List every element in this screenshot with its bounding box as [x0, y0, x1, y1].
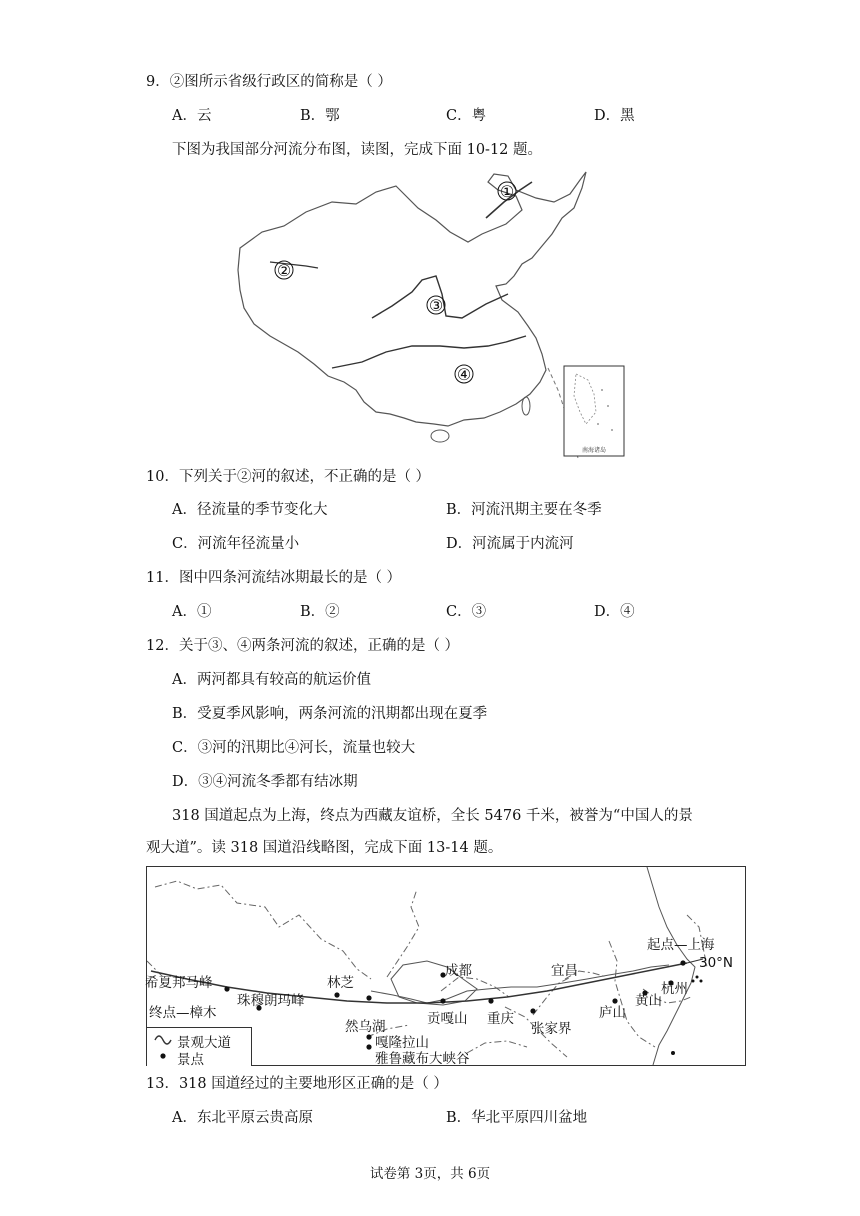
- label-zhangjiajie: 张家界: [531, 1021, 572, 1037]
- q9-option-b: B．鄂: [300, 108, 340, 124]
- label-end-zhangmu: 终点—樟木: [149, 1005, 217, 1021]
- question-9-stem: 9．②图所示省级行政区的简称是（ ）: [146, 74, 392, 90]
- label-hangzhou: 杭州: [661, 981, 688, 997]
- china-map-figure: [236, 168, 628, 462]
- question-10-stem: 10．下列关于②河的叙述，不正确的是（ ）: [146, 469, 431, 485]
- page-footer: 试卷第 3页，共 6页: [369, 1166, 491, 1182]
- intro-13-14-line2: 观大道”。读 318 国道沿线略图，完成下面 13-14 题。: [146, 840, 503, 856]
- q9-option-a: A．云: [172, 108, 212, 124]
- label-gonggashan: 贡嘎山: [427, 1011, 468, 1027]
- q11-option-c: C．③: [446, 604, 487, 620]
- label-zhumulangma: 珠穆朗玛峰: [237, 993, 305, 1009]
- question-11-stem: 11．图中四条河流结冰期最长的是（ ）: [146, 570, 402, 586]
- china-river-map: [236, 168, 628, 462]
- q13-option-a: A．东北平原云贵高原: [172, 1110, 313, 1126]
- map-marker-1: ①: [499, 182, 515, 201]
- label-huangshan: 黄山: [635, 993, 662, 1009]
- question-13-stem: 13．318 国道经过的主要地形区正确的是（ ）: [146, 1076, 448, 1092]
- label-yichang: 宜昌: [551, 963, 578, 979]
- label-galongla: 嘎隆拉山: [375, 1035, 429, 1051]
- route-318-map: [146, 866, 746, 1066]
- map-marker-4: ④: [456, 365, 472, 384]
- q12-option-c: C．③河的汛期比④河长，流量也较大: [172, 740, 416, 756]
- q13-option-b: B．华北平原四川盆地: [446, 1110, 588, 1126]
- intro-10-12: 下图为我国部分河流分布图，读图，完成下面 10-12 题。: [172, 142, 543, 158]
- q12-option-d: D．③④河流冬季都有结冰期: [172, 774, 358, 790]
- label-linzhi: 林芝: [327, 975, 354, 991]
- label-30n: 30°N: [699, 955, 734, 971]
- q11-option-a: A．①: [172, 604, 212, 620]
- q10-option-a: A．径流量的季节变化大: [172, 502, 328, 518]
- label-yarlung-canyon: 雅鲁藏布大峡谷: [375, 1051, 470, 1067]
- intro-13-14-line1: 318 国道起点为上海，终点为西藏友谊桥，全长 5476 千米，被誉为“中国人的景: [172, 808, 693, 824]
- q12-option-a: A．两河都具有较高的航运价值: [172, 672, 371, 688]
- label-chongqing: 重庆: [487, 1011, 514, 1027]
- label-start-shanghai: 起点—上海: [647, 937, 715, 953]
- q12-option-b: B．受夏季风影响，两条河流的汛期都出现在夏季: [172, 706, 488, 722]
- label-lushan: 庐山: [599, 1005, 626, 1021]
- legend-road-label: 景观大道: [177, 1035, 231, 1051]
- q9-option-c: C．粤: [446, 108, 487, 124]
- map-marker-3: ③: [428, 296, 444, 315]
- q11-option-d: D．④: [594, 604, 635, 620]
- q9-option-d: D．黑: [594, 108, 635, 124]
- legend-spot-label: 景点: [177, 1052, 204, 1068]
- inset-label: 南海诸岛: [581, 447, 607, 454]
- q10-option-b: B．河流汛期主要在冬季: [446, 502, 602, 518]
- label-xixiabangma: 希夏邦马峰: [145, 975, 213, 991]
- route-map-legend: [147, 1027, 252, 1066]
- question-12-stem: 12．关于③、④两条河流的叙述，正确的是（ ）: [146, 638, 460, 654]
- label-chengdu: 成都: [445, 963, 472, 979]
- q10-option-d: D．河流属于内流河: [446, 536, 574, 552]
- map-marker-2: ②: [276, 261, 292, 280]
- label-ranwu-lake: 然乌湖: [345, 1019, 386, 1035]
- q10-option-c: C．河流年径流量小: [172, 536, 300, 552]
- q11-option-b: B．②: [300, 604, 340, 620]
